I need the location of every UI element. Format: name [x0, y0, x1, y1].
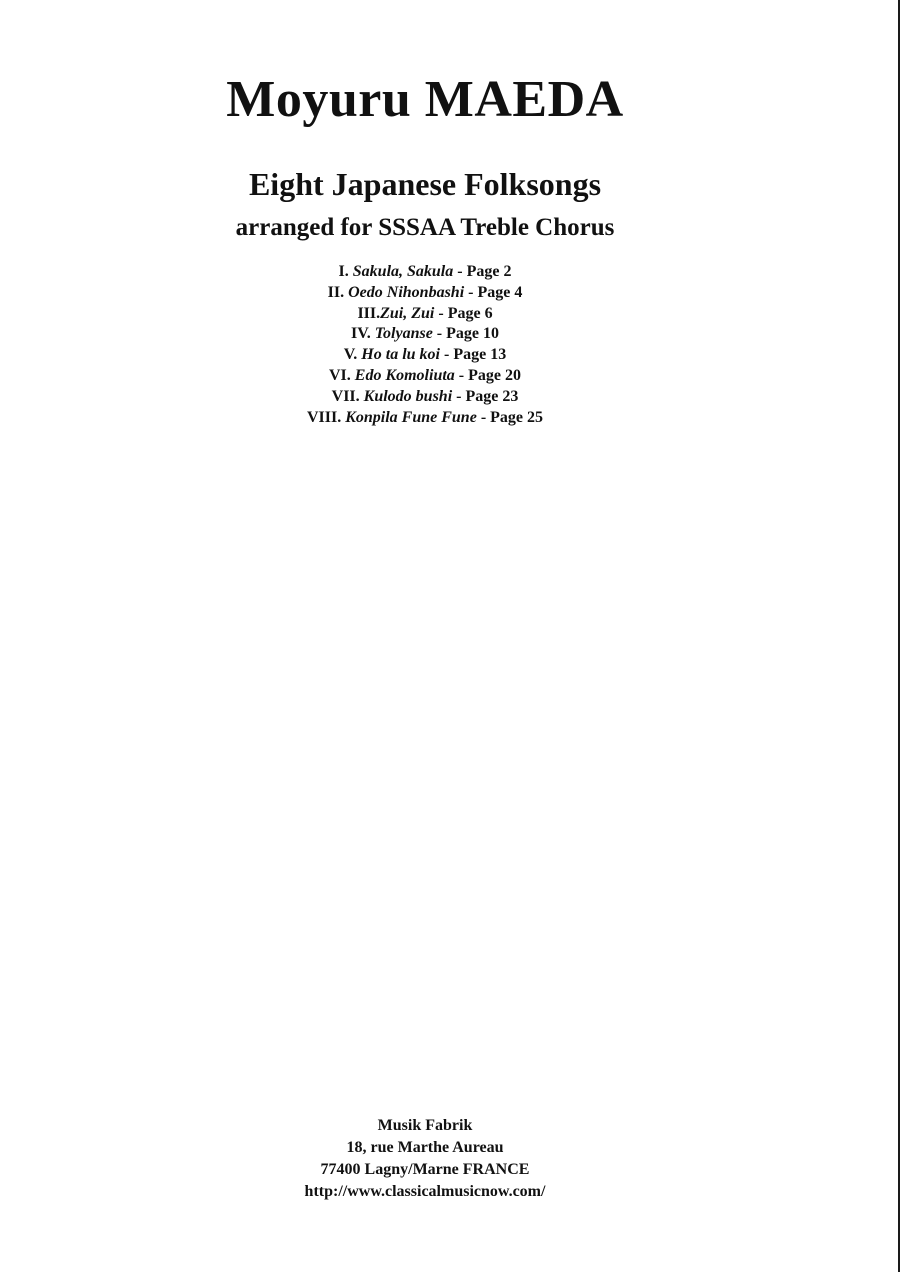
toc-separator: - [464, 283, 478, 301]
toc-separator: - [454, 366, 469, 384]
toc-separator: - [452, 387, 466, 405]
composer-name: Moyuru MAEDA [226, 71, 624, 128]
toc-numeral: V. [343, 346, 358, 364]
toc-numeral: VI. [328, 366, 351, 384]
toc-song-title: Zui, Zui [380, 304, 435, 322]
toc-page: Page 25 [490, 408, 544, 426]
toc-separator: - [453, 263, 467, 280]
work-subtitle: arranged for SSSAA Treble Chorus [235, 214, 615, 241]
publisher-url: http://www.classicalmusicnow.com/ [304, 1183, 546, 1200]
toc-page: Page 10 [446, 325, 499, 343]
toc-separator: - [439, 346, 454, 364]
toc-numeral: VIII. [306, 408, 342, 426]
toc-song-title: Edo Komoliuta [354, 366, 455, 384]
toc-item [0, 408, 850, 429]
publisher-city: 77400 Lagny/Marne FRANCE [320, 1161, 530, 1178]
toc-separator: - [432, 325, 447, 343]
toc-page: Page 4 [477, 283, 523, 301]
toc-page: Page 20 [468, 366, 521, 384]
toc-page: Page 2 [466, 263, 512, 280]
work-title: Eight Japanese Folksongs [248, 166, 602, 202]
toc-separator: - [476, 408, 491, 426]
toc-song-title: Tolyanse [374, 325, 433, 343]
toc-item [0, 366, 850, 387]
publisher-name: Musik Fabrik [377, 1117, 473, 1134]
toc-numeral: III. [357, 304, 381, 322]
toc-item [0, 262, 850, 283]
toc-item [0, 283, 850, 304]
table-of-contents [0, 262, 850, 428]
publisher-block [0, 1115, 850, 1203]
toc-item [0, 324, 850, 345]
publisher-street: 18, rue Marthe Aureau [346, 1139, 504, 1156]
toc-item [0, 387, 850, 408]
toc-song-title: Ho ta lu koi [361, 346, 440, 364]
toc-numeral: IV. [351, 325, 371, 343]
toc-numeral: I. [338, 263, 349, 280]
toc-page: Page 13 [453, 346, 507, 364]
toc-page: Page 6 [447, 304, 493, 322]
toc-numeral: II. [327, 283, 345, 301]
toc-separator: - [434, 304, 448, 322]
toc-song-title: Kulodo bushi [363, 387, 453, 405]
toc-song-title: Konpila Fune Fune [345, 408, 477, 426]
toc-numeral: VII. [331, 387, 360, 405]
toc-song-title: Sakula, Sakula [352, 263, 454, 280]
toc-item [0, 345, 850, 366]
toc-page: Page 23 [465, 387, 519, 405]
toc-item [0, 304, 850, 325]
toc-song-title: Oedo Nihonbashi [348, 283, 465, 301]
